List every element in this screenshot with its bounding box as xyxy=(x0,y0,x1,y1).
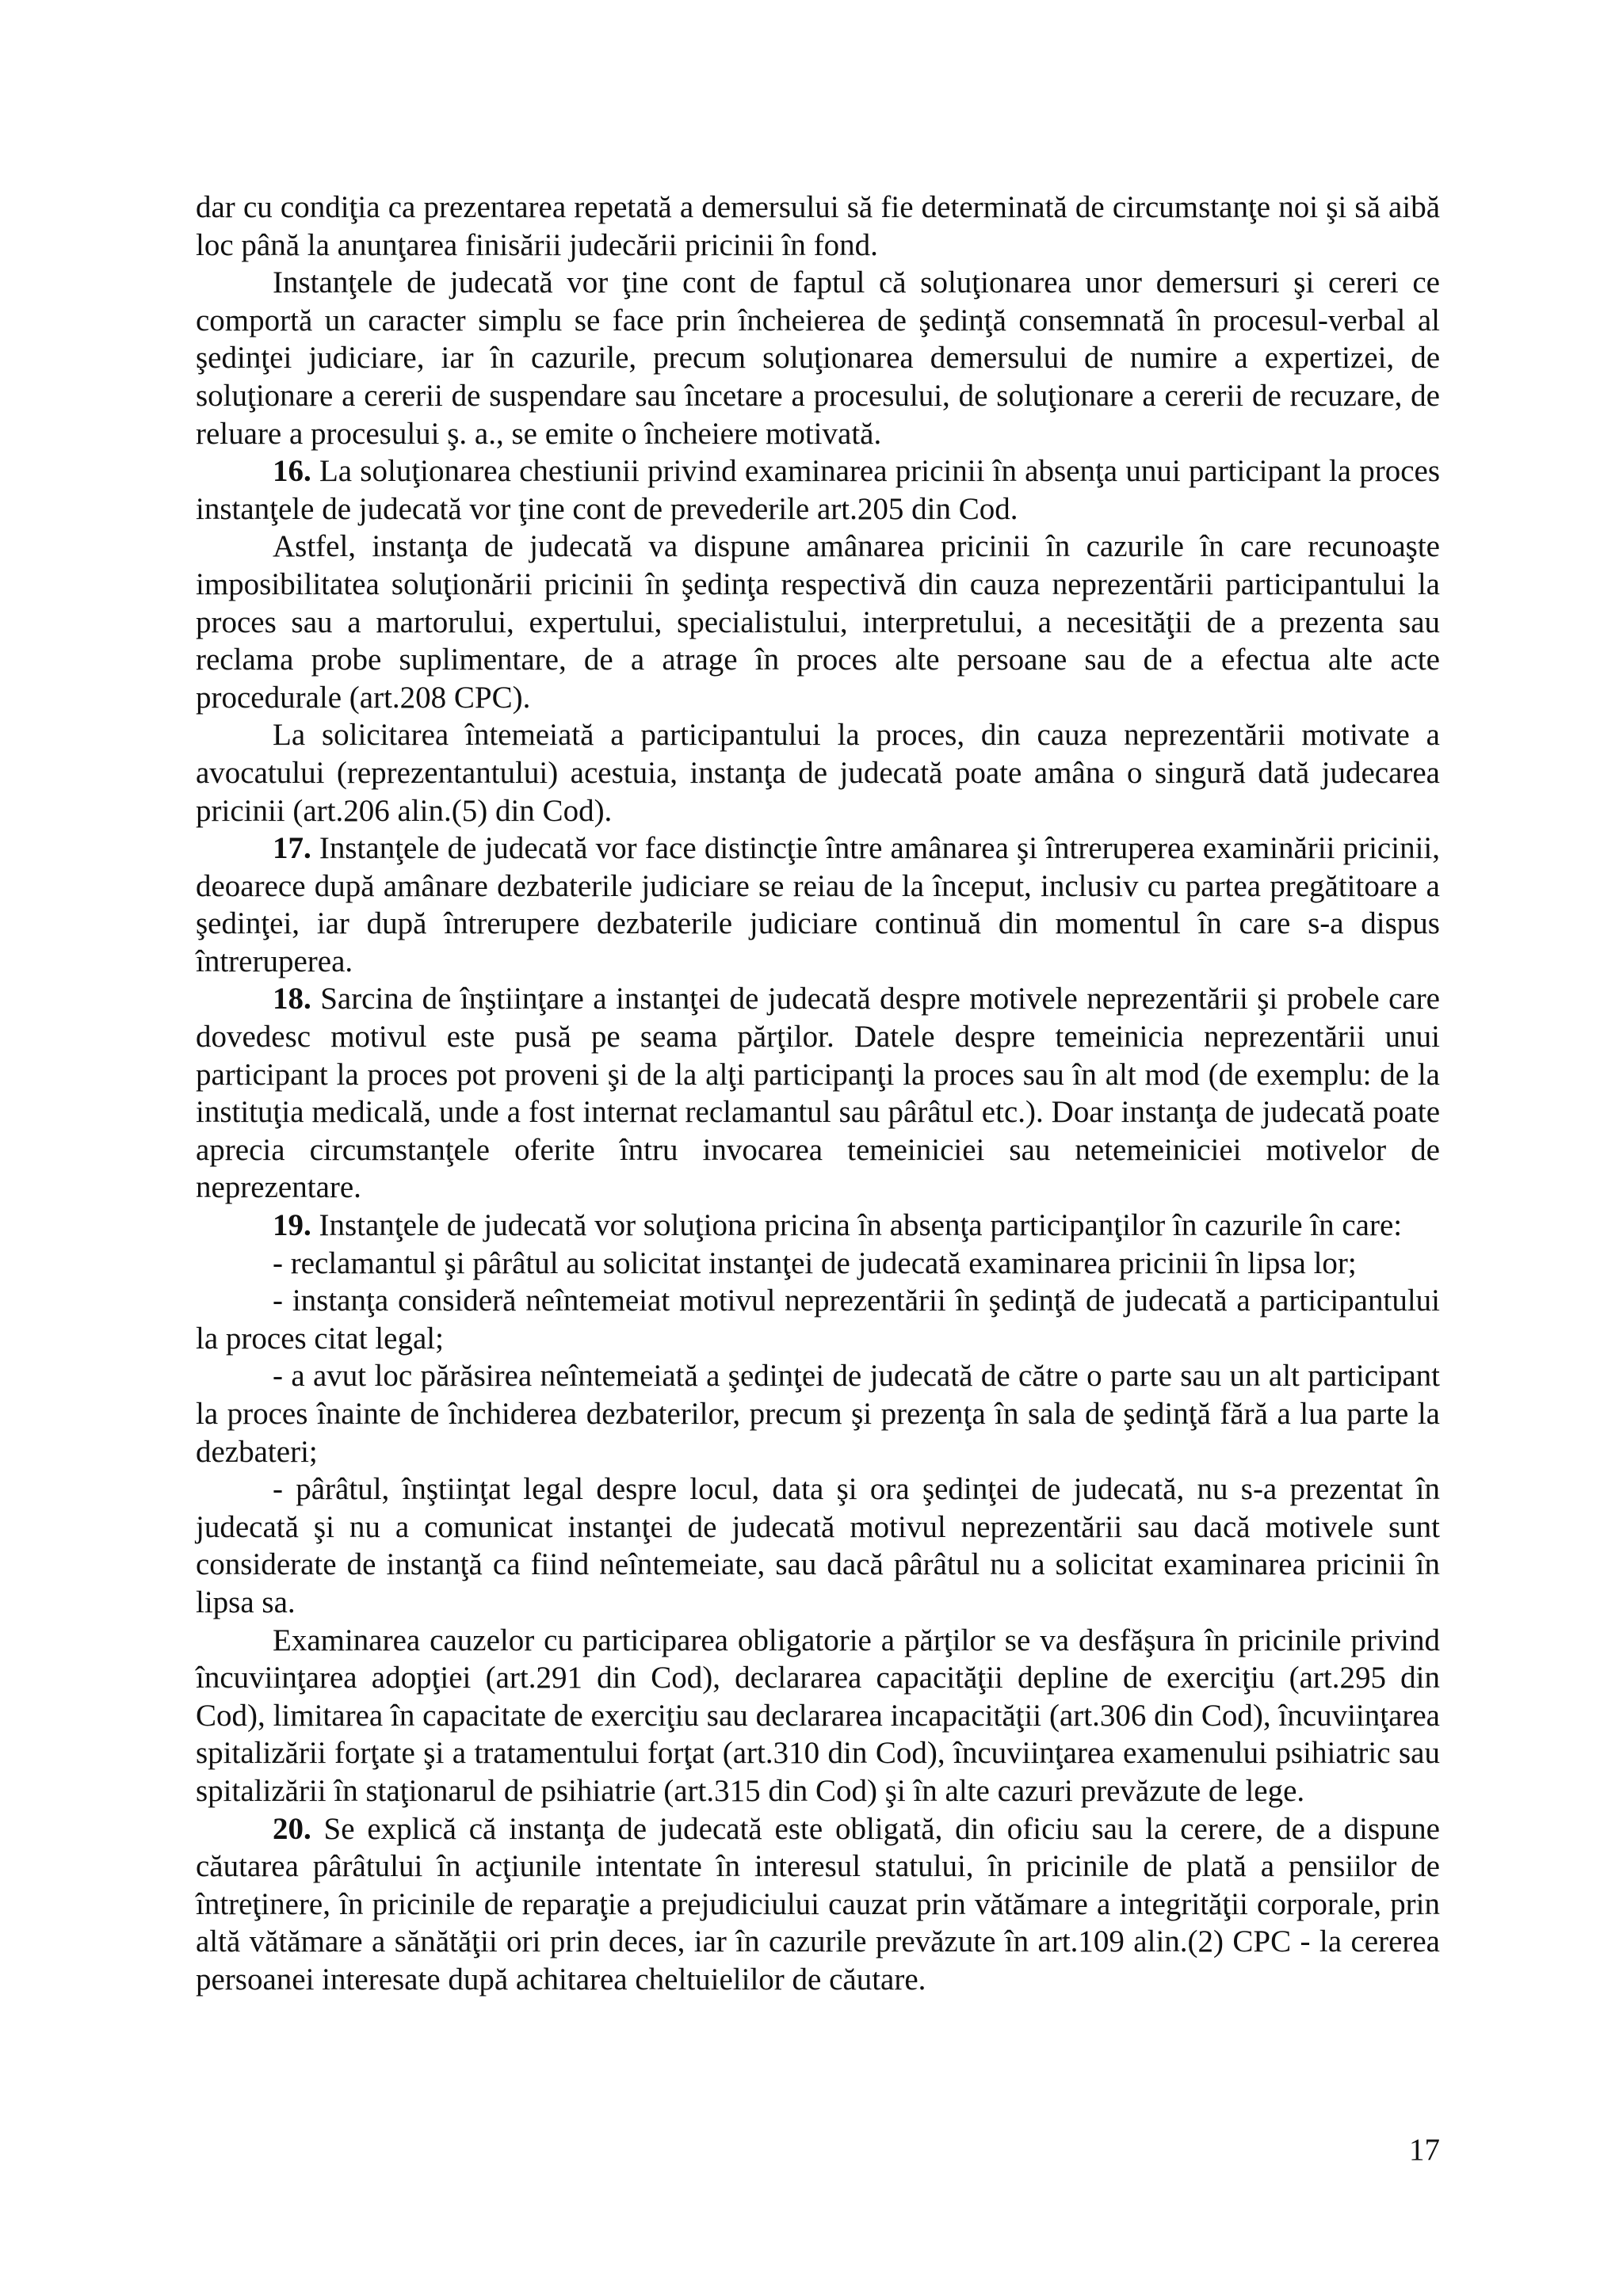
paragraph-number: 17. xyxy=(273,831,311,866)
paragraph-text: Examinarea cauzelor cu participarea obligatorie a părţilor se va desfăşura în pricinile privind încuviinţarea adopţiei (art.291 din Cod), declararea capacităţii depline de exerciţiu (art.295 din Cod), limitarea în capacitate de exerciţiu sau declararea incapacităţii (art.306 din Cod), încuviinţarea spitalizării forţate şi a tratamentului forţat (art.310 din Cod), încuviinţarea examenului psihiatric sau spitalizării în staţionarul de psihiatrie (art.315 din Cod) şi în alte cazuri prevăzute de lege. xyxy=(196,1623,1440,1808)
paragraph-text: La soluţionarea chestiunii privind examinarea pricinii în absenţa unui participant la proces instanţele de judecată vor ţine cont de prevederile art.205 din Cod. xyxy=(196,454,1440,526)
paragraph xyxy=(196,528,1440,716)
paragraph-19 xyxy=(196,1207,1440,1245)
paragraph-text: Sarcina de înştiinţare a instanţei de judecată despre motivele neprezentării şi probele care dovedesc motivul este pusă pe seama părţilor. Datele despre temeinicia neprezentării unui participant la proces pot proveni şi de la alţi participanţi la proces sau în alt mod (de exemplu: de la instituţia medicală, unde a fost internat reclamantul sau pârâtul etc.). Doar instanţa de judecată poate aprecia circumstanţele oferite întru invocarea temeiniciei sau netemeiniciei motivelor de neprezentare. xyxy=(196,982,1440,1205)
paragraph-number: 19. xyxy=(273,1208,311,1243)
paragraph xyxy=(196,1622,1440,1810)
paragraph-continuation xyxy=(196,189,1440,264)
list-item xyxy=(196,1245,1440,1283)
paragraph xyxy=(196,264,1440,452)
list-item-text: - reclamantul şi pârâtul au solicitat instanţei de judecată examinarea pricinii în lipsa lor; xyxy=(273,1245,1357,1280)
paragraph-text: Se explică că instanţa de judecată este obligată, din oficiu sau la cerere, de a dispune căutarea pârâtului în acţiunile intentate în interesul statului, în pricinile de plată a pensiilor de întreţinere, în pricinile de reparaţie a prejudiciului cauzat prin vătămare a integrităţii corporale, prin altă vătămare a sănătăţii ori prin deces, iar în cazurile prevăzute în art.109 alin.(2) CPC - la cererea persoanei interesate după achitarea cheltuielilor de căutare. xyxy=(196,1811,1440,1997)
list-item xyxy=(196,1470,1440,1621)
paragraph-18 xyxy=(196,980,1440,1207)
paragraph-number: 18. xyxy=(273,982,311,1016)
list-item-text: - instanţa consideră neîntemeiat motivul neprezentării în şedinţă de judecată a participantului la proces citat legal; xyxy=(196,1283,1440,1356)
list-item xyxy=(196,1282,1440,1357)
paragraph-text: La solicitarea întemeiată a participantului la proces, din cauza neprezentării motivate a avocatului (reprezentantului) acestuia, instanţa de judecată poate amâna o singură dată judecarea pricinii (art.206 alin.(5) din Cod). xyxy=(196,718,1440,828)
paragraph-text: dar cu condiţia ca prezentarea repetată a demersului să fie determinată de circumstanţe noi şi să aibă loc până la anunţarea finisării judecării pricinii în fond. xyxy=(196,190,1440,262)
paragraph-20 xyxy=(196,1810,1440,1999)
paragraph xyxy=(196,716,1440,830)
paragraph-text: Instanţele de judecată vor soluţiona pricina în absenţa participanţilor în cazurile în care: xyxy=(311,1208,1403,1243)
list-item-text: - pârâtul, înştiinţat legal despre locul, data şi ora şedinţei de judecată, nu s-a prezentat în judecată şi nu a comunicat instanţei de judecată motivul neprezentării sau dacă motivele sunt considerate de instanţă ca fiind neîntemeiate, sau dacă pârâtul nu a solicitat examinarea pricinii în lipsa sa. xyxy=(196,1472,1440,1619)
list-item-text: - a avut loc părăsirea neîntemeiată a şedinţei de judecată de către o parte sau un alt participant la proces înainte de închiderea dezbaterilor, precum şi prezenţa în sala de şedinţă fără a lua parte la dezbateri; xyxy=(196,1359,1440,1469)
paragraph-text: Instanţele de judecată vor ţine cont de faptul că soluţionarea unor demersuri şi cereri ce comportă un caracter simplu se face prin încheierea de şedinţă consemnată în procesul-verbal al şedinţei judiciare, iar în cazurile, precum soluţionarea demersului de numire a expertizei, de soluţionare a cererii de suspendare sau încetare a procesului, de soluţionare a cererii de recuzare, de reluare a procesului ş. a., se emite o încheiere motivată. xyxy=(196,265,1440,451)
document-body xyxy=(196,189,1440,1999)
paragraph-text: Astfel, instanţa de judecată va dispune amânarea pricinii în cazurile în care recunoaşte imposibilitatea soluţionării pricinii în şedinţa respectivă din cauza neprezentării participantului la proces sau a martorului, expertului, specialistului, interpretului, a necesităţii de a prezenta sau reclama probe suplimentare, de a atrage în proces alte persoane sau de a efectua alte acte procedurale (art.208 CPC). xyxy=(196,529,1440,715)
paragraph-number: 20. xyxy=(273,1811,311,1846)
page-number: 17 xyxy=(1409,2133,1440,2167)
paragraph-text: Instanţele de judecată vor face distincţie între amânarea şi întreruperea examinării pricinii, deoarece după amânare dezbaterile judiciare se reiau de la început, inclusiv cu partea pregătitoare a şedinţei, iar după întrerupere dezbaterile judiciare continuă din momentul în care s-a dispus întreruperea. xyxy=(196,831,1440,978)
paragraph-number: 16. xyxy=(273,454,311,489)
paragraph-17 xyxy=(196,830,1440,980)
paragraph-16 xyxy=(196,452,1440,528)
list-item xyxy=(196,1357,1440,1470)
